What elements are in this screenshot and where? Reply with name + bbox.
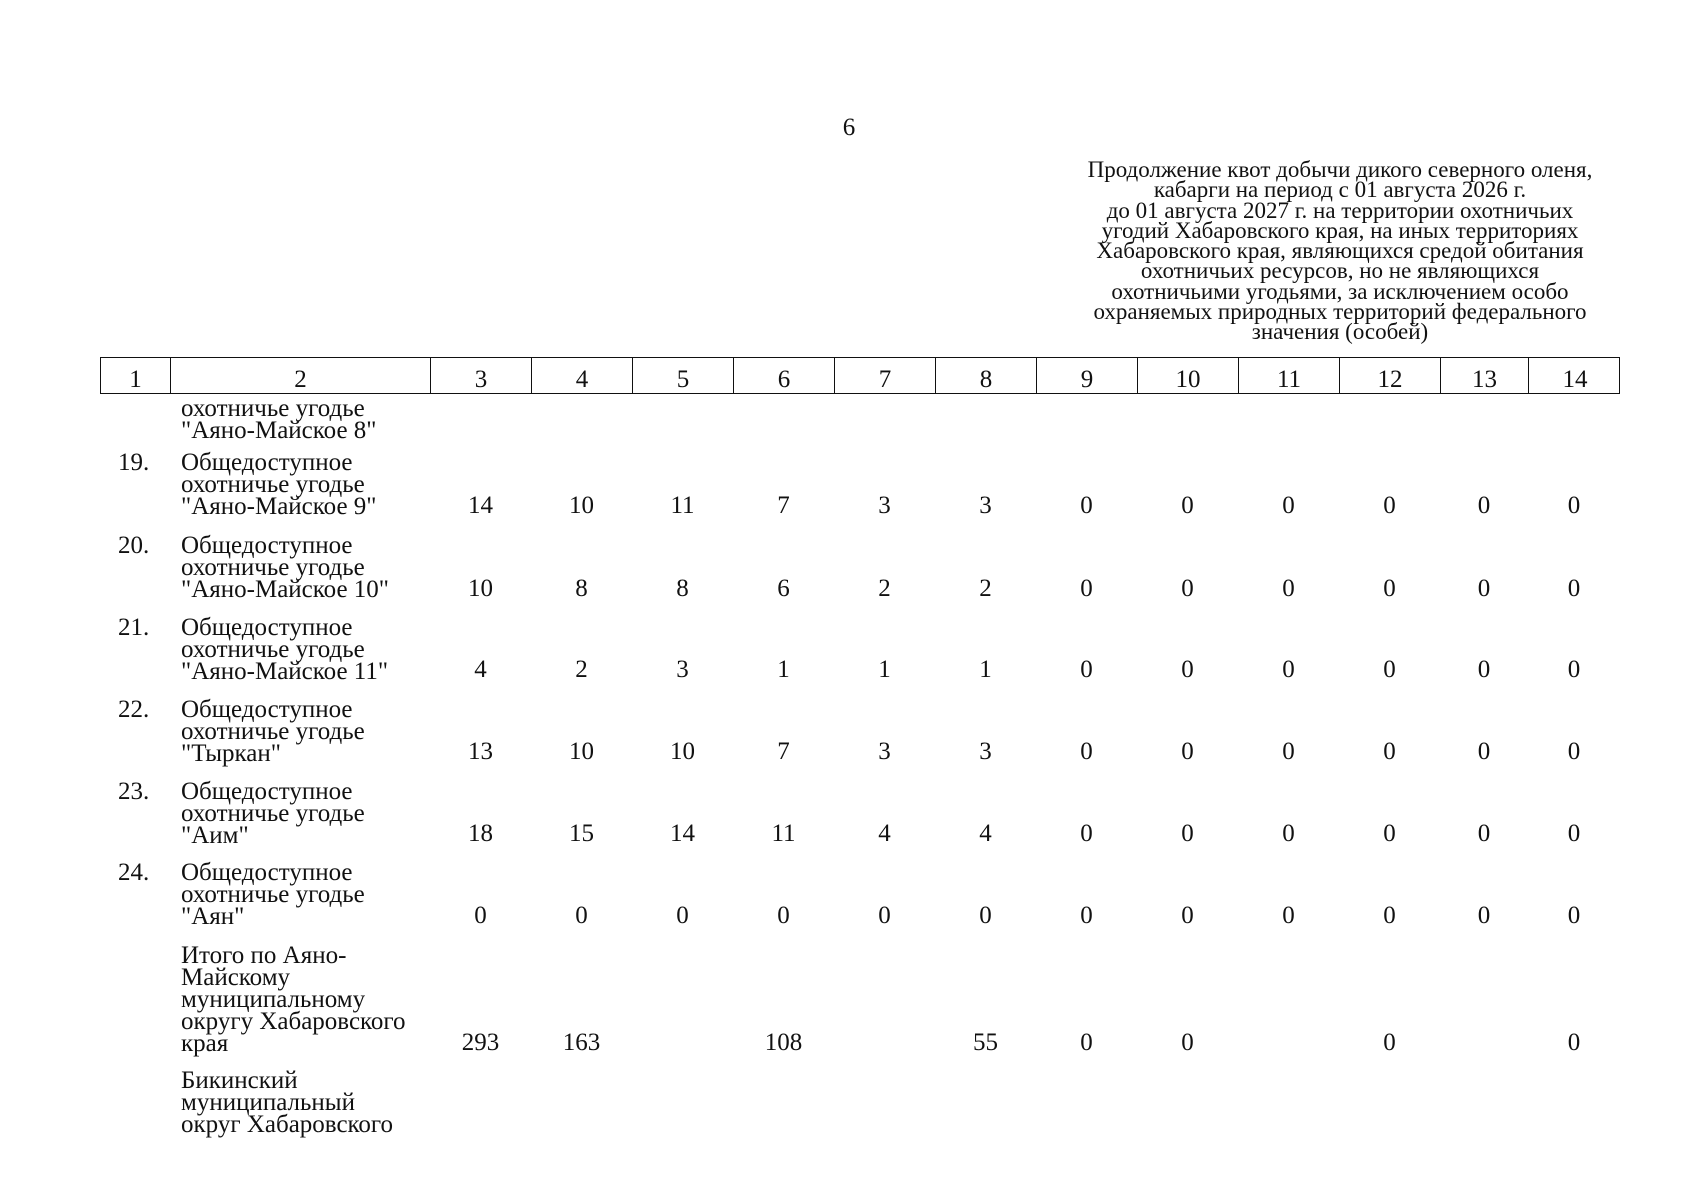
name-line: охотничье угодье (181, 471, 365, 498)
quota-value: 0 (878, 902, 891, 929)
quota-value: 3 (878, 738, 891, 765)
column-header-2: 2 (171, 358, 431, 393)
quota-value: 0 (979, 902, 992, 929)
quota-value: 10 (670, 738, 695, 765)
quota-value: 6 (777, 575, 790, 602)
name-line: округу Хабаровского (181, 1008, 406, 1035)
column-header-13: 13 (1441, 358, 1529, 393)
quota-value: 3 (979, 738, 992, 765)
caption-line: значения (особей) (1251, 319, 1429, 345)
row-number: 20. (118, 532, 150, 559)
quota-value: 0 (1181, 820, 1194, 847)
quota-value: 0 (1567, 1029, 1581, 1056)
quota-value: 11 (670, 492, 695, 519)
table-caption (1045, 157, 1635, 345)
column-header-11: 11 (1239, 358, 1340, 393)
quota-value: 3 (676, 656, 689, 683)
hunting-ground-name (181, 859, 365, 930)
quota-value: 4 (474, 656, 487, 683)
caption-line: до 01 августа 2027 г. на территории охотничьих (1106, 197, 1574, 223)
quota-value: 1 (878, 656, 891, 683)
quota-value: 18 (468, 820, 493, 847)
quota-value: 0 (1477, 820, 1491, 847)
quota-value: 0 (1383, 738, 1396, 765)
name-line: охотничье угодье (181, 718, 365, 745)
name-line: округ Хабаровского (181, 1111, 394, 1138)
quota-value: 1 (979, 656, 992, 683)
quota-value: 0 (1282, 656, 1295, 683)
quota-value: 0 (1567, 492, 1581, 519)
name-line: Бикинский (181, 1067, 298, 1094)
quota-value: 10 (569, 492, 594, 519)
quota-value: 0 (1383, 820, 1396, 847)
quota-value: 0 (1282, 902, 1295, 929)
quota-value: 2 (575, 656, 588, 683)
name-line: "Тыркан" (181, 740, 281, 767)
quota-value: 0 (1383, 1029, 1396, 1056)
hunting-ground-name (181, 614, 389, 685)
column-header-6: 6 (734, 358, 835, 393)
caption-line: угодий Хабаровского края, на иных территориях (1101, 217, 1579, 243)
quota-value: 0 (1477, 902, 1491, 929)
name-line: "Аяно-Майское 9" (181, 493, 377, 520)
name-line: охотничье угодье (181, 881, 365, 908)
quota-value: 0 (1181, 902, 1194, 929)
quota-value: 0 (1383, 575, 1396, 602)
quota-value: 3 (979, 492, 992, 519)
quota-value: 0 (1383, 656, 1396, 683)
caption-line: охотничьими угодьями, за исключением особо (1111, 278, 1569, 304)
quota-value: 0 (575, 902, 588, 929)
name-line: охотничье угодье (181, 395, 365, 422)
caption-line: Продолжение квот добычи дикого северного оленя, (1087, 157, 1593, 182)
quota-value: 13 (468, 738, 493, 765)
quota-value: 0 (1477, 656, 1491, 683)
quota-value: 0 (1181, 656, 1194, 683)
quota-value: 8 (676, 575, 689, 602)
hunting-ground-name (181, 1067, 394, 1138)
row-number: 21. (118, 614, 150, 641)
quota-value: 0 (1383, 902, 1396, 929)
quota-value: 10 (569, 738, 594, 765)
quota-value: 0 (1567, 820, 1581, 847)
quota-value: 0 (1181, 1029, 1194, 1056)
quota-value: 7 (777, 738, 790, 765)
quota-value: 0 (1181, 738, 1194, 765)
caption-line: охраняемых природных территорий федерального (1093, 299, 1587, 325)
column-header-14: 14 (1562, 366, 1588, 393)
quota-value: 0 (1477, 492, 1491, 519)
quota-value: 0 (1080, 820, 1093, 847)
hunting-ground-name (181, 778, 365, 849)
hunting-ground-name (181, 449, 377, 520)
column-header-12: 12 (1340, 358, 1441, 393)
row-number: 23. (118, 778, 150, 805)
caption-line: Хабаровского края, являющихся средой обитания (1096, 238, 1584, 264)
quota-value: 0 (1282, 820, 1295, 847)
name-line: Общедоступное (181, 859, 353, 886)
column-header-7: 7 (835, 358, 936, 393)
quota-value: 0 (1181, 575, 1194, 602)
quota-value: 0 (1282, 492, 1295, 519)
row-number: 24. (118, 859, 150, 886)
name-line: муниципальный (181, 1089, 355, 1116)
quota-value: 14 (468, 492, 493, 519)
name-line: муниципальному (181, 986, 366, 1013)
name-line: охотничье угодье (181, 554, 365, 581)
hunting-ground-name (181, 395, 377, 444)
quota-value: 0 (1282, 575, 1295, 602)
quota-value: 2 (878, 575, 891, 602)
quota-value: 108 (764, 1029, 803, 1056)
quota-value: 0 (1080, 575, 1093, 602)
column-header-4: 4 (532, 358, 633, 393)
table-header-row (100, 357, 1620, 394)
quota-value: 0 (1477, 575, 1491, 602)
name-line: охотничье угодье (181, 800, 365, 827)
quota-value: 163 (562, 1029, 601, 1056)
name-line: Общедоступное (181, 532, 353, 559)
name-line: Майскому (181, 964, 291, 991)
quota-value: 4 (979, 820, 992, 847)
quota-value: 55 (973, 1029, 998, 1056)
caption-line: кабарги на период с 01 августа 2026 г. (1153, 177, 1527, 203)
name-line: Общедоступное (181, 696, 353, 723)
quota-value: 0 (1080, 492, 1093, 519)
quota-value: 0 (1383, 492, 1396, 519)
hunting-ground-name (181, 942, 406, 1057)
column-header-5: 5 (633, 358, 734, 393)
name-line: охотничье угодье (181, 636, 365, 663)
name-line: Общедоступное (181, 778, 353, 805)
hunting-ground-name (181, 696, 365, 767)
quota-value: 0 (1181, 492, 1194, 519)
quota-value: 1 (777, 656, 790, 683)
quota-value: 293 (461, 1029, 500, 1056)
name-line: "Аим" (181, 822, 249, 849)
row-number: 19. (118, 449, 150, 476)
quota-value: 0 (474, 902, 487, 929)
quota-value: 0 (676, 902, 689, 929)
name-line: Общедоступное (181, 614, 353, 641)
row-number: 22. (118, 696, 150, 723)
column-header-8: 8 (936, 358, 1037, 393)
name-line: Итого по Аяно- (181, 942, 347, 969)
quota-value: 3 (878, 492, 891, 519)
hunting-ground-name (181, 532, 389, 603)
quota-value: 0 (1477, 738, 1491, 765)
quota-value: 0 (1567, 902, 1581, 929)
quota-value: 7 (777, 492, 790, 519)
column-header-10: 10 (1138, 358, 1239, 393)
name-line: "Аян" (181, 903, 245, 930)
caption-line: охотничьих ресурсов, но не являющихся (1140, 258, 1540, 284)
quota-value: 15 (569, 820, 594, 847)
quota-value: 14 (670, 820, 695, 847)
name-line: "Аяно-Майское 10" (181, 576, 389, 603)
page-number: 6 (842, 114, 856, 141)
quota-value: 0 (1080, 902, 1093, 929)
quota-value: 2 (979, 575, 992, 602)
quota-value: 4 (878, 820, 891, 847)
column-header-1: 1 (101, 358, 171, 393)
name-line: края (181, 1030, 229, 1057)
quota-value: 0 (1567, 738, 1581, 765)
quota-value: 10 (468, 575, 493, 602)
column-header-3: 3 (431, 358, 532, 393)
quota-value: 0 (777, 902, 790, 929)
quota-value: 8 (575, 575, 588, 602)
name-line: Общедоступное (181, 449, 353, 476)
quota-value: 0 (1567, 575, 1581, 602)
column-header-9: 9 (1037, 358, 1138, 393)
quota-value: 0 (1080, 656, 1093, 683)
quota-value: 11 (771, 820, 796, 847)
quota-value: 0 (1567, 656, 1581, 683)
quota-value: 0 (1080, 738, 1093, 765)
name-line: "Аяно-Майское 11" (181, 658, 389, 685)
quota-value: 0 (1080, 1029, 1093, 1056)
name-line: "Аяно-Майское 8" (181, 417, 377, 444)
quota-value: 0 (1282, 738, 1295, 765)
